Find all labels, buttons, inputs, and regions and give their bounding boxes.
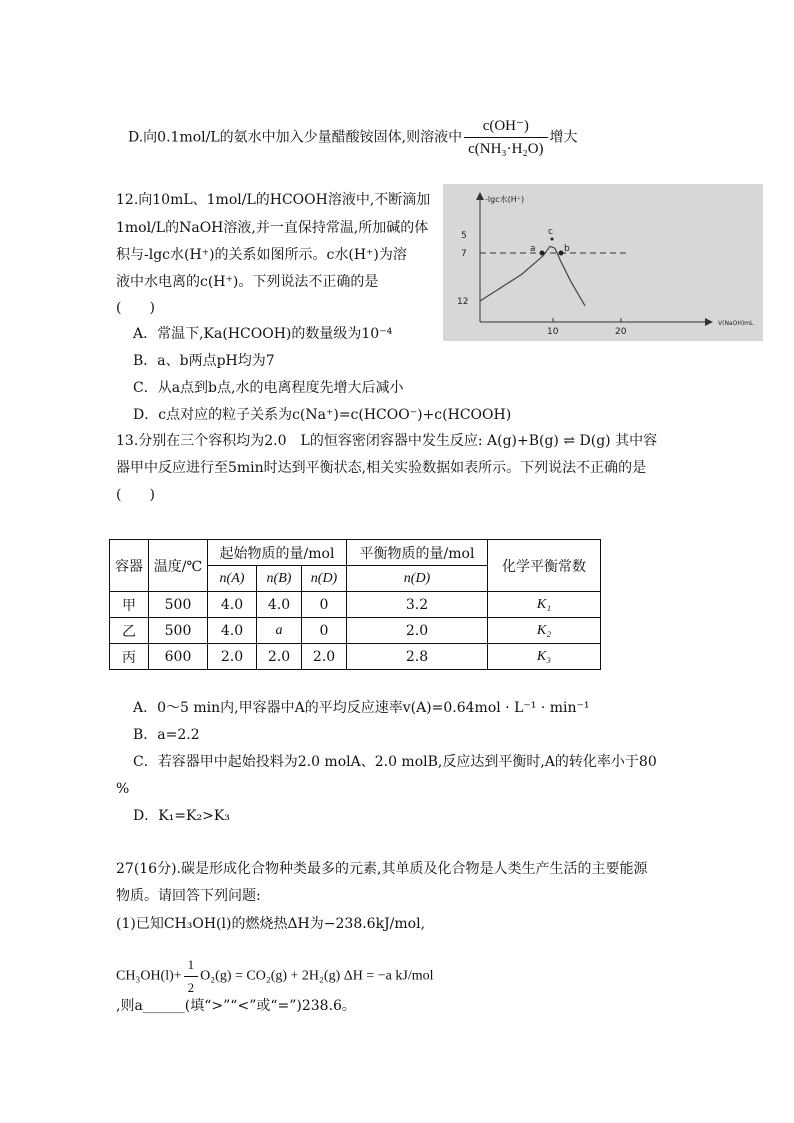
graph-x-label: V(NaOH)mL (718, 320, 754, 327)
table-row: 乙 500 4.0 a 0 2.0 K₂ (110, 618, 601, 644)
point-b-marker (559, 251, 564, 256)
x-axis-arrow-icon (705, 318, 713, 326)
y-tick-5: 5 (461, 231, 467, 241)
x-tick-10: 10 (547, 327, 559, 337)
label-b: b (564, 244, 570, 254)
titration-curve (480, 246, 585, 305)
th-temperature: 温度/℃ (149, 540, 208, 592)
table-row: 丙 600 2.0 2.0 2.0 2.8 K₃ (110, 644, 601, 670)
label-a: a (530, 244, 536, 254)
point-c-marker (551, 238, 554, 241)
y-tick-7: 7 (461, 249, 467, 259)
titration-graph (443, 184, 763, 341)
label-c: c (548, 227, 553, 237)
table-header-row (110, 540, 601, 566)
table-subheader-row: n(A) n(B) n(D) n(D) (110, 566, 601, 592)
hydroxide-ratio-fraction: $\frac{c(OH^-)}{\text{c(NH₃·H₂O)}}$ (464, 116, 547, 159)
th-equilibrium-constant: 化学平衡常数 (488, 540, 601, 592)
point-a-marker (540, 251, 545, 256)
equilibrium-table (109, 539, 601, 670)
th-initial-amount: 起始物质的量/mol (208, 540, 347, 566)
reaction-equation: CH₃OH(l)+ $\frac{1}{2}$ O₂(g) = CO₂(g) + 2H₂(g) ΔH = −a kJ/mol (116, 957, 434, 995)
y-tick-12: 12 (457, 297, 469, 307)
graph-y-label: -lgc水(H⁺) (485, 195, 525, 204)
x-tick-20: 20 (615, 327, 627, 337)
table-row: 甲 500 4.0 4.0 0 3.2 K₁ (110, 592, 601, 618)
q11-option-d: D.向0.1mol/L的氨水中加入少量醋酸铵固体,则溶液中 $\frac{c(OH^-)}{\text{c(NH₃·H₂O)}}$ 增大 (128, 118, 578, 157)
th-container: 容器 (110, 540, 149, 592)
y-axis-arrow-icon (476, 192, 484, 200)
th-equilibrium-amount: 平衡物质的量/mol (347, 540, 488, 566)
